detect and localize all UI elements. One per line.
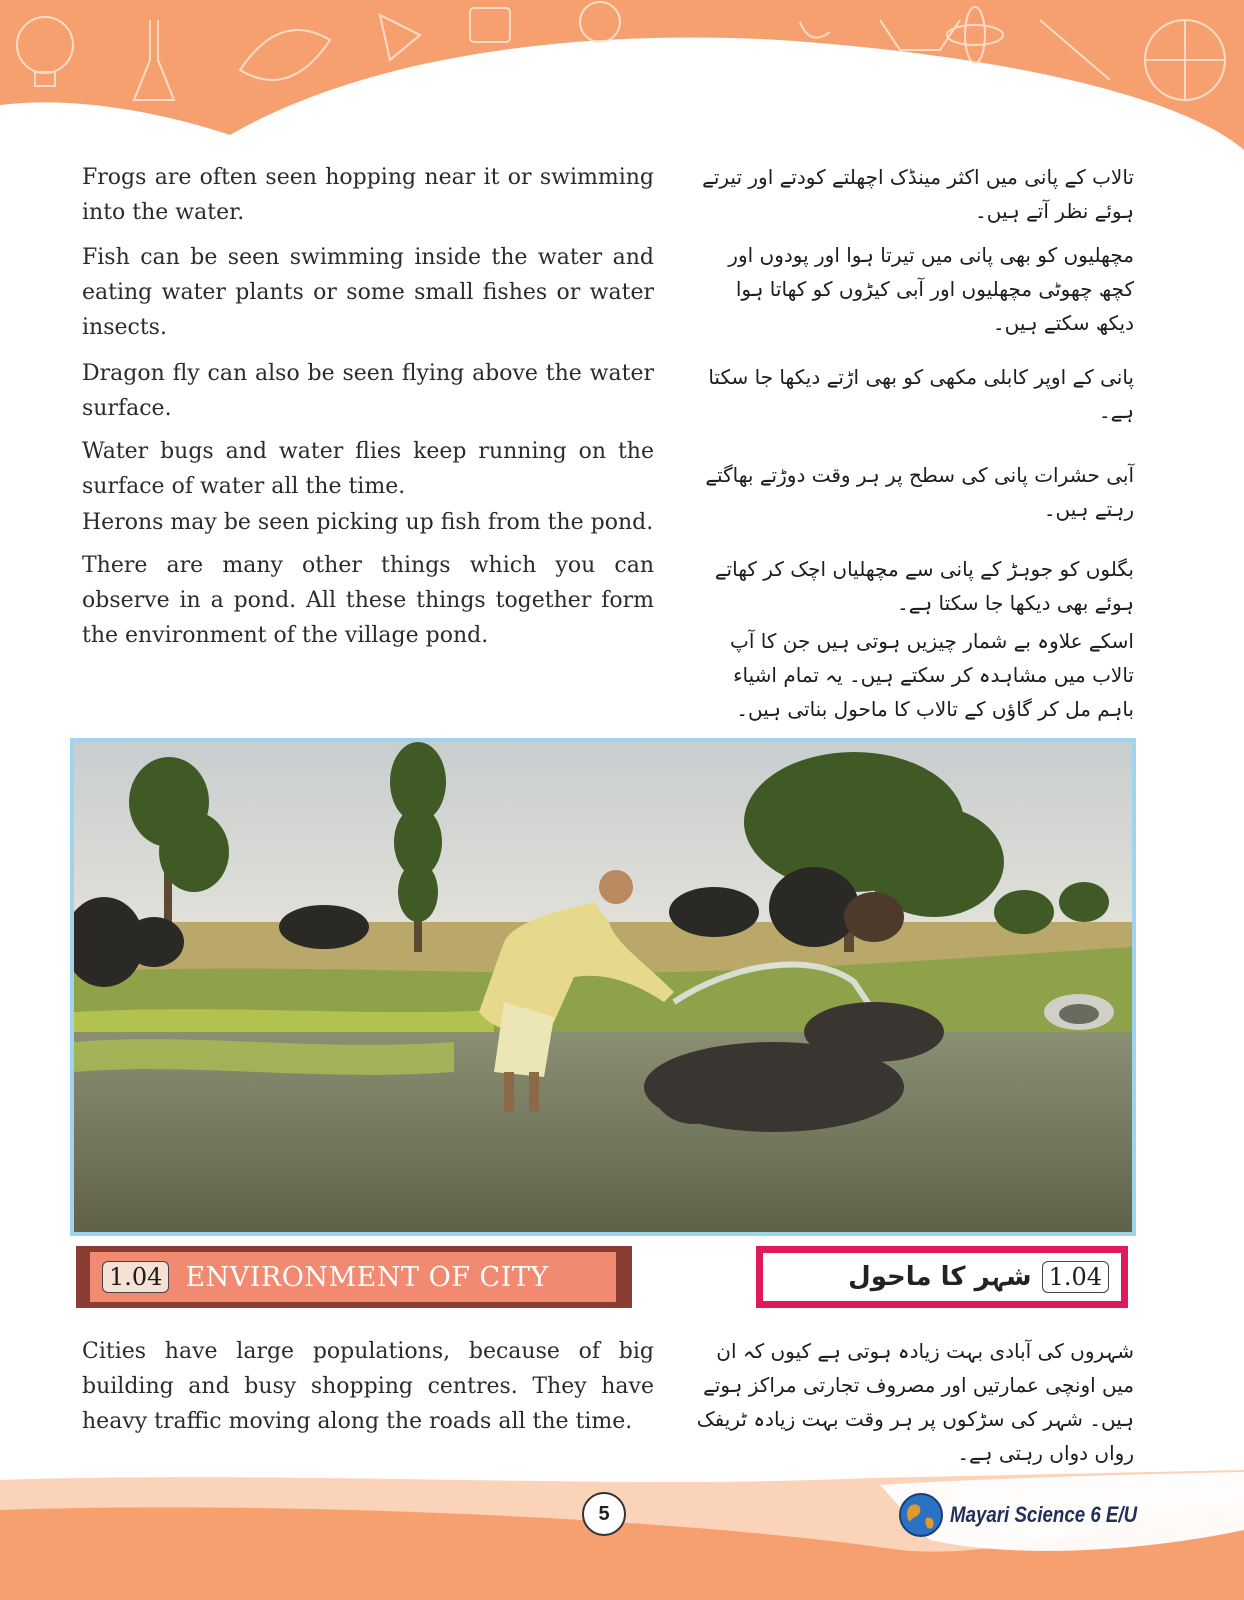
- english-column: [82, 160, 654, 653]
- section-number-urdu: 1.04: [1042, 1261, 1109, 1293]
- urdu-paragraph-frogs: تالاب کے پانی میں اکثر مینڈک اچھلتے کودتے اور تیرتے ہوئے نظر آتے ہیں۔: [702, 165, 1134, 223]
- city-paragraph-urdu: [694, 1334, 1134, 1470]
- globe-logo-icon: [898, 1492, 944, 1538]
- urdu-column: [694, 160, 1134, 726]
- city-paragraph-english: [82, 1334, 654, 1439]
- urdu-paragraph-fish: مچھلیوں کو بھی پانی میں تیرتا ہوا اور پودوں اور کچھ چھوٹی مچھلیوں اور آبی کیڑوں کو کھاتا ہوا دیکھ سکتے ہیں۔: [728, 243, 1134, 335]
- page-number: 5: [582, 1492, 626, 1536]
- section-heading-urdu: [756, 1246, 1128, 1308]
- pond-scene-illustration: [74, 742, 1132, 1232]
- section-title-english: ENVIRONMENT OF CITY: [185, 1261, 549, 1293]
- urdu-paragraph-water-bugs: آبی حشرات پانی کی سطح پر ہر وقت دوڑتے بھاگتے رہتے ہیں۔: [705, 463, 1134, 521]
- urdu-paragraph-herons: بگلوں کو جوہڑ کے پانی سے مچھلیاں اچک کر کھاتے ہوئے بھی دیکھا جا سکتا ہے۔: [714, 557, 1134, 615]
- top-decorative-band: [0, 0, 1244, 150]
- section-heading-english: [76, 1246, 632, 1308]
- urdu-paragraph-dragonfly: پانی کے اوپر کابلی مکھی کو بھی اڑتے دیکھا جا سکتا ہے۔: [708, 365, 1134, 423]
- paragraph-water-bugs: Water bugs and water flies keep running on the surface of water all the time.: [82, 439, 654, 499]
- book-brand: [898, 1490, 1170, 1540]
- urdu-paragraph-environment: اسکے علاوہ بے شمار چیزیں ہوتی ہیں جن کا آپ تالاب میں مشاہدہ کر سکتے ہیں۔ یہ تمام اشیاء باہم مل کر گاؤں کے تالاب کا ماحول بناتی ہیں۔: [730, 629, 1134, 721]
- city-text-urdu: شہروں کی آبادی بہت زیادہ ہوتی ہے کیوں کہ ان میں اونچی عمارتیں اور مصروف تجارتی مراکز ہوتے ہیں۔ شہر کی سڑکوں پر ہر وقت بہت زیادہ ٹریفک رواں دواں رہتی ہے۔: [696, 1339, 1134, 1465]
- paragraph-frogs: Frogs are often seen hopping near it or swimming into the water.: [82, 165, 654, 225]
- village-pond-photo: [70, 738, 1136, 1236]
- section-title-urdu: شہر کا ماحول: [848, 1262, 1032, 1292]
- paragraph-fish: Fish can be seen swimming inside the water and eating water plants or some small fishes or water insects.: [82, 245, 654, 340]
- paragraph-herons: Herons may be seen picking up fish from the pond.: [82, 510, 654, 535]
- city-text-english: Cities have large populations, because of big building and busy shopping centres. They have heavy traffic moving along the roads all the time.: [82, 1339, 654, 1434]
- section-number: 1.04: [102, 1261, 169, 1293]
- paragraph-environment: There are many other things which you can observe in a pond. All these things together form the environment of the village pond.: [82, 553, 654, 648]
- paragraph-dragonfly: Dragon fly can also be seen flying above the water surface.: [82, 361, 654, 421]
- book-title: Mayari Science 6 E/U: [950, 1502, 1138, 1527]
